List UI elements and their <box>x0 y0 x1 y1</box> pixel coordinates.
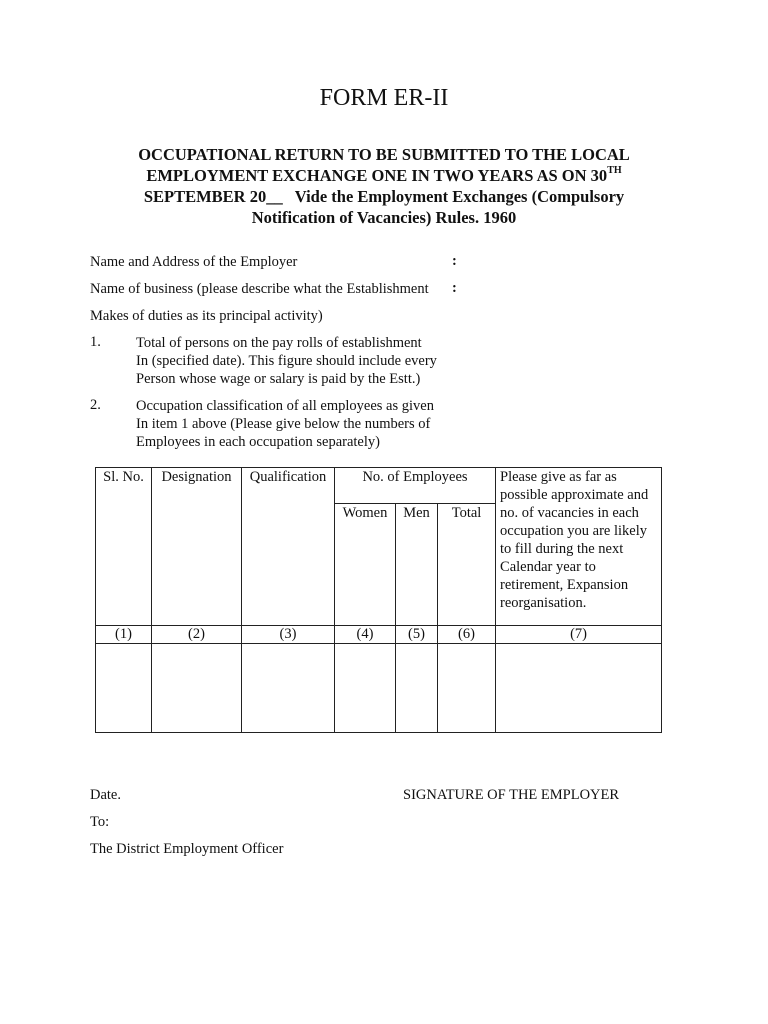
column-number: (5) <box>396 626 438 644</box>
to-label: To: <box>90 814 110 830</box>
heading-line-1: OCCUPATIONAL RETURN TO BE SUBMITTED TO THE LOCAL <box>138 145 630 164</box>
header-designation: Designation <box>152 468 242 626</box>
officer-label: The District Employment Officer <box>90 841 284 857</box>
column-number: (6) <box>438 626 496 644</box>
column-number: (2) <box>152 626 242 644</box>
heading-line-3: SEPTEMBER 20__ Vide the Employment Exchanges (Compulsory <box>143 187 625 206</box>
header-women: Women <box>335 504 396 626</box>
heading-line-4: Notification of Vacancies) Rules. 1960 <box>251 208 517 227</box>
item-1-line: Total of persons on the pay rolls of establishment <box>136 335 422 351</box>
column-number: (3) <box>242 626 335 644</box>
item-2-text <box>136 397 434 451</box>
item-2-number: 2. <box>90 397 101 413</box>
item-1-number: 1. <box>90 334 101 350</box>
heading-superscript: TH <box>607 165 622 176</box>
header-total: Total <box>438 504 496 626</box>
date-label: Date. <box>90 787 121 803</box>
form-heading <box>100 144 668 228</box>
item-2-line: Occupation classification of all employees as given <box>136 398 434 414</box>
occupation-table <box>95 467 662 733</box>
item-2-line: Employees in each occupation separately) <box>136 434 380 450</box>
column-number: (1) <box>96 626 152 644</box>
entry-cell-women[interactable] <box>335 644 396 733</box>
entry-cell-vacancies[interactable] <box>496 644 662 733</box>
header-men: Men <box>396 504 438 626</box>
item-1-line: Person whose wage or salary is paid by the Estt.) <box>136 371 421 387</box>
header-qualification: Qualification <box>242 468 335 626</box>
entry-cell-total[interactable] <box>438 644 496 733</box>
entry-cell-designation[interactable] <box>152 644 242 733</box>
signature-label: SIGNATURE OF THE EMPLOYER <box>403 787 620 803</box>
column-number: (7) <box>496 626 662 644</box>
entry-cell-sl-no[interactable] <box>96 644 152 733</box>
header-no-of-employees: No. of Employees <box>335 468 496 504</box>
item-1-line: In (specified date). This figure should include every <box>136 353 437 369</box>
form-title: FORM ER-II <box>319 85 449 111</box>
entry-cell-men[interactable] <box>396 644 438 733</box>
employer-name-colon: : <box>452 253 457 269</box>
heading-line-2 <box>100 165 668 186</box>
header-sl-no: Sl. No. <box>96 468 152 626</box>
entry-cell-qualification[interactable] <box>242 644 335 733</box>
item-1-text <box>136 334 437 388</box>
business-name-label: Name of business (please describe what the Establishment <box>90 281 429 297</box>
item-2-line: In item 1 above (Please give below the numbers of <box>136 416 431 432</box>
duties-label: Makes of duties as its principal activity) <box>90 308 323 324</box>
header-vacancies-note: Please give as far as possible approximate and no. of vacancies in each occupation you are likely to fill during the next Calendar year to retirement, Expansion reorganisation. <box>496 468 662 626</box>
heading-line-2-text: EMPLOYMENT EXCHANGE ONE IN TWO YEARS AS ON 30 <box>146 166 608 185</box>
employer-name-label: Name and Address of the Employer <box>90 254 298 270</box>
business-name-colon: : <box>452 280 457 296</box>
column-number: (4) <box>335 626 396 644</box>
